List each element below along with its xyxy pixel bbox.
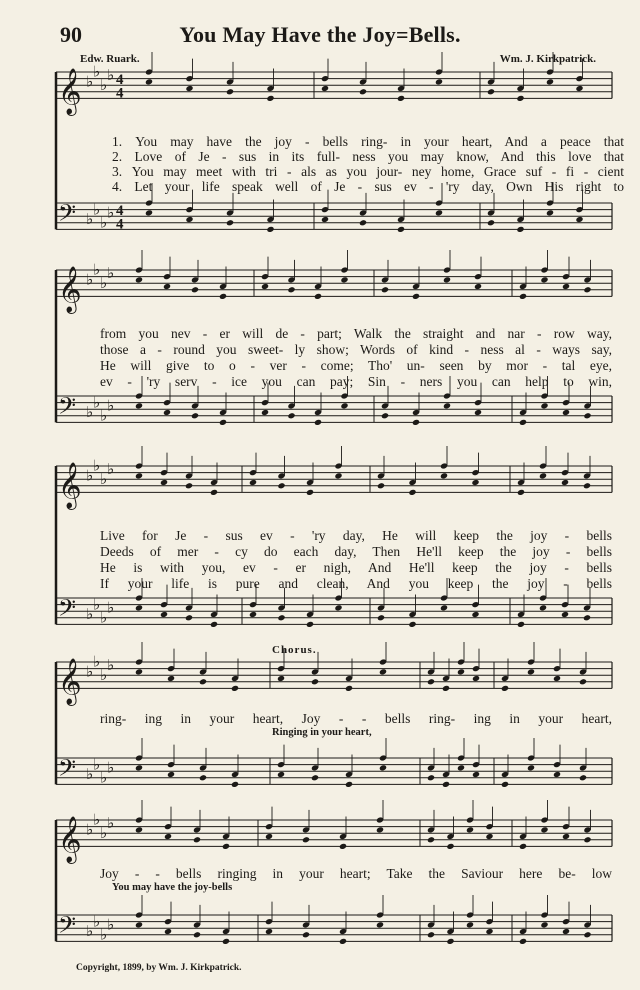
svg-text:♭: ♭ [86,403,94,422]
svg-text:♭: ♭ [100,406,108,425]
svg-text:♭: ♭ [107,66,115,84]
svg-text:♭: ♭ [93,62,101,81]
svg-text:♭: ♭ [93,810,101,829]
svg-text:♭: ♭ [107,758,115,777]
svg-text:4: 4 [116,72,124,89]
svg-text:♭: ♭ [107,460,115,478]
treble-staff-2 [56,250,612,314]
verse-1-line-3: Live for Je - sus ev - 'ry day, He will keep the joy - bells [100,528,612,543]
svg-text:♭: ♭ [93,755,101,774]
hymn-title: You May Have the Joy=Bells. [179,22,461,47]
composer-credit: Wm. J. Kirkpatrick. [499,53,596,65]
svg-text:♭: ♭ [107,264,115,282]
svg-text:♭: ♭ [107,598,115,617]
svg-text:𝄢: 𝄢 [58,594,77,627]
svg-text:♭: ♭ [93,393,101,412]
svg-text:𝄢: 𝄢 [58,911,77,944]
svg-text:♭: ♭ [100,608,108,627]
svg-text:♭: ♭ [100,273,108,292]
svg-text:♭: ♭ [86,662,94,681]
svg-text:♭: ♭ [107,203,115,222]
verse-4-line-1: 4. Let your life speak well of Je - sus ev - 'ry day, Own His right to [112,179,624,194]
verse-2-line-3: Deeds of mer - cy do each day, Then He'll keep the joy - bells [100,544,612,559]
svg-text:♭: ♭ [86,210,94,229]
hymn-number: 90 [60,22,82,47]
svg-text:♭: ♭ [93,595,101,614]
chorus-label: Chorus. [272,644,317,656]
chorus-line-1-alto: Ringing in your heart, [272,727,372,738]
treble-staff-4 [56,642,612,706]
svg-text:♭: ♭ [86,605,94,624]
svg-text:♭: ♭ [86,765,94,784]
bass-staff-4 [56,738,612,788]
verse-2-line-2: those a - round you sweet- ly show; Words of kind - ness al - ways say, [100,342,612,357]
svg-text:♭: ♭ [86,820,94,839]
verse-3-line-1: 3. You may meet with tri - als as you jour- ney home, Grace suf - fi - cient [112,164,625,179]
svg-text:♭: ♭ [107,915,115,934]
svg-text:4: 4 [116,216,124,233]
chorus-line-2-alto: You may have the joy-bells [112,882,233,893]
svg-text:♭: ♭ [86,922,94,941]
svg-text:♭: ♭ [93,456,101,475]
svg-text:♭: ♭ [93,912,101,931]
svg-text:♭: ♭ [93,260,101,279]
svg-text:♭: ♭ [86,466,94,485]
svg-text:𝄢: 𝄢 [58,392,77,425]
svg-text:♭: ♭ [107,814,115,832]
svg-text:♭: ♭ [100,823,108,842]
svg-text:𝄞: 𝄞 [58,266,82,313]
verse-2-line-1: 2. Love of Je - sus in its full- ness you may know, And this love that [112,149,625,164]
verse-3-line-3: He is with you, ev - er nigh, And He'll keep the joy - bells [100,560,612,575]
verse-3-line-2: He will give to o - ver - come; Tho' un- seen by mor - tal eye, [100,358,612,373]
treble-staff-3 [56,446,612,510]
treble-staff-5 [56,800,612,864]
verse-4-line-3: If your life is pure and clean, And you keep the joy - bells [100,576,612,591]
svg-text:♭: ♭ [100,213,108,232]
verse-1-line-1: 1. You may have the joy - bells ring- in your heart, And a peace that [112,134,625,149]
svg-text:𝄞: 𝄞 [58,816,82,863]
svg-text:𝄞: 𝄞 [58,462,82,509]
chorus-line-1: ring- ing in your heart, Joy - - bells ring- ing in your heart, [100,711,612,726]
svg-text:♭: ♭ [100,75,108,94]
svg-text:♭: ♭ [107,396,115,415]
bass-staff-5 [56,895,612,945]
svg-text:𝄞: 𝄞 [58,68,82,115]
svg-text:♭: ♭ [100,768,108,787]
svg-text:♭: ♭ [100,925,108,944]
svg-text:4: 4 [116,203,124,220]
svg-text:𝄢: 𝄢 [58,754,77,787]
verse-4-line-2: ev - 'ry serv - ice you can pay; Sin - ners you can help to win, [100,374,612,389]
svg-text:♭: ♭ [107,656,115,674]
svg-text:♭: ♭ [93,652,101,671]
verse-1-line-2: from you nev - er will de - part; Walk the straight and nar - row way, [100,326,612,341]
lyricist-credit: Edw. Ruark. [80,53,140,65]
treble-staff-1 [56,52,612,116]
chorus-line-2: Joy - - bells ringing in your heart; Take the Saviour here be- low [100,866,612,881]
svg-text:♭: ♭ [86,270,94,289]
svg-text:♭: ♭ [100,665,108,684]
svg-text:♭: ♭ [100,469,108,488]
copyright-notice: Copyright, 1899, by Wm. J. Kirkpatrick. [76,963,242,973]
svg-text:♭: ♭ [86,72,94,91]
svg-text:𝄢: 𝄢 [58,199,77,232]
svg-text:♭: ♭ [93,200,101,219]
svg-text:𝄞: 𝄞 [58,658,82,705]
svg-text:4: 4 [116,85,124,102]
